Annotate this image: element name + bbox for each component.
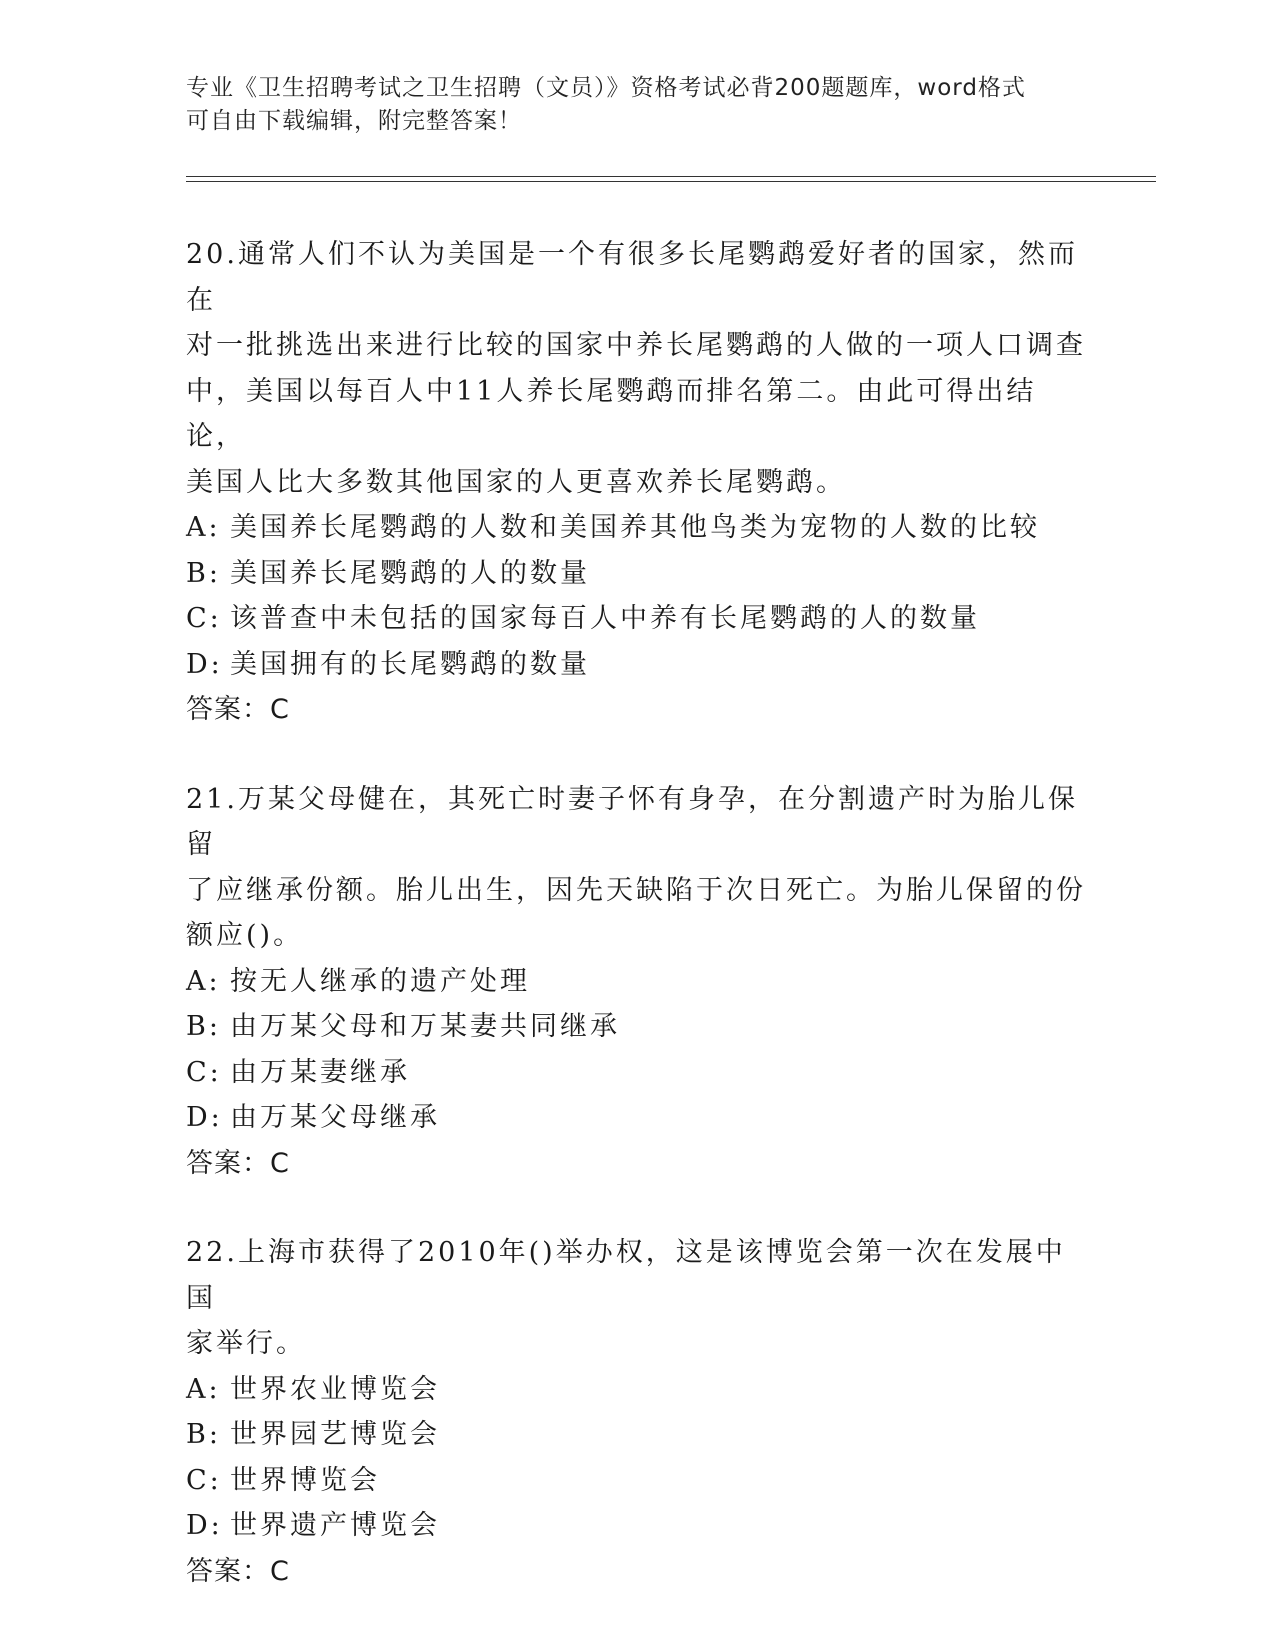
question-stem-line: 中，美国以每百人中11人养长尾鹦鹉而排名第二。由此可得出结论， [186, 375, 1037, 452]
question-stem-line: 了应继承份额。胎儿出生，因先天缺陷于次日死亡。为胎儿保留的份 [186, 874, 1086, 906]
option-key: C: [186, 603, 222, 634]
question-spacer [186, 1186, 1086, 1230]
question-stem-line: 21.万某父母健在，其死亡时妻子怀有身孕，在分割遗产时为胎儿保留 [186, 783, 1078, 860]
option-a [186, 505, 1086, 551]
header-divider-secondary [186, 181, 1156, 182]
question-spacer [186, 733, 1086, 777]
question-stem-line: 家举行。 [186, 1328, 306, 1359]
option-b [186, 1004, 1086, 1050]
option-d [186, 1095, 1086, 1141]
option-key: B: [186, 1011, 221, 1042]
option-key: D: [186, 1510, 223, 1541]
option-text: 美国养长尾鹦鹉的人数和美国养其他鸟类为宠物的人数的比较 [230, 512, 1040, 543]
document-header [186, 72, 1086, 138]
option-key: B: [186, 1419, 221, 1450]
option-text: 按无人继承的遗产处理 [230, 965, 530, 997]
header-divider [186, 176, 1156, 177]
answer-line: 答案：C [186, 694, 290, 725]
option-a [186, 959, 1086, 1005]
question-stem-line: 美国人比大多数其他国家的人更喜欢养长尾鹦鹉。 [186, 466, 846, 498]
option-text: 该普查中未包括的国家每百人中养有长尾鹦鹉的人的数量 [230, 603, 980, 634]
option-key: B: [186, 557, 221, 589]
option-text: 世界遗产博览会 [230, 1510, 440, 1541]
option-a [186, 1367, 1086, 1413]
option-c [186, 1458, 1086, 1504]
question-list [186, 232, 1086, 1594]
option-text: 世界博览会 [230, 1464, 380, 1496]
option-text: 由万某父母和万某妻共同继承 [230, 1011, 620, 1042]
option-b [186, 551, 1086, 597]
question-22 [186, 1230, 1086, 1594]
option-c [186, 596, 1086, 642]
answer-line: 答案：C [186, 1555, 290, 1587]
option-key: A: [186, 512, 221, 543]
option-text: 由万某父母继承 [230, 1102, 440, 1133]
question-stem-line: 额应()。 [186, 920, 304, 951]
option-key: C: [186, 1056, 222, 1088]
option-key: D: [186, 648, 223, 680]
header-line-2: 可自由下载编辑，附完整答案！ [186, 108, 522, 134]
option-key: A: [186, 965, 221, 997]
header-line-1: 专业《卫生招聘考试之卫生招聘（文员）》资格考试必背200题题库，word格式 [186, 75, 1026, 101]
option-text: 由万某妻继承 [230, 1056, 410, 1088]
option-text: 美国养长尾鹦鹉的人的数量 [230, 557, 590, 589]
option-b [186, 1412, 1086, 1458]
option-text: 世界园艺博览会 [230, 1419, 440, 1450]
option-text: 世界农业博览会 [230, 1373, 440, 1405]
question-stem-line: 对一批挑选出来进行比较的国家中养长尾鹦鹉的人做的一项人口调查 [186, 330, 1086, 361]
option-c [186, 1050, 1086, 1096]
question-stem-line: 22.上海市获得了2010年()举办权，这是该博览会第一次在发展中国 [186, 1237, 1066, 1314]
option-key: C: [186, 1464, 222, 1496]
answer-line: 答案：C [186, 1147, 290, 1179]
option-key: D: [186, 1102, 223, 1133]
option-d [186, 1503, 1086, 1549]
question-21 [186, 777, 1086, 1187]
question-20 [186, 232, 1086, 733]
option-key: A: [186, 1373, 221, 1405]
option-text: 美国拥有的长尾鹦鹉的数量 [230, 648, 590, 680]
option-d [186, 642, 1086, 688]
question-stem-line: 20.通常人们不认为美国是一个有很多长尾鹦鹉爱好者的国家，然而在 [186, 239, 1078, 316]
